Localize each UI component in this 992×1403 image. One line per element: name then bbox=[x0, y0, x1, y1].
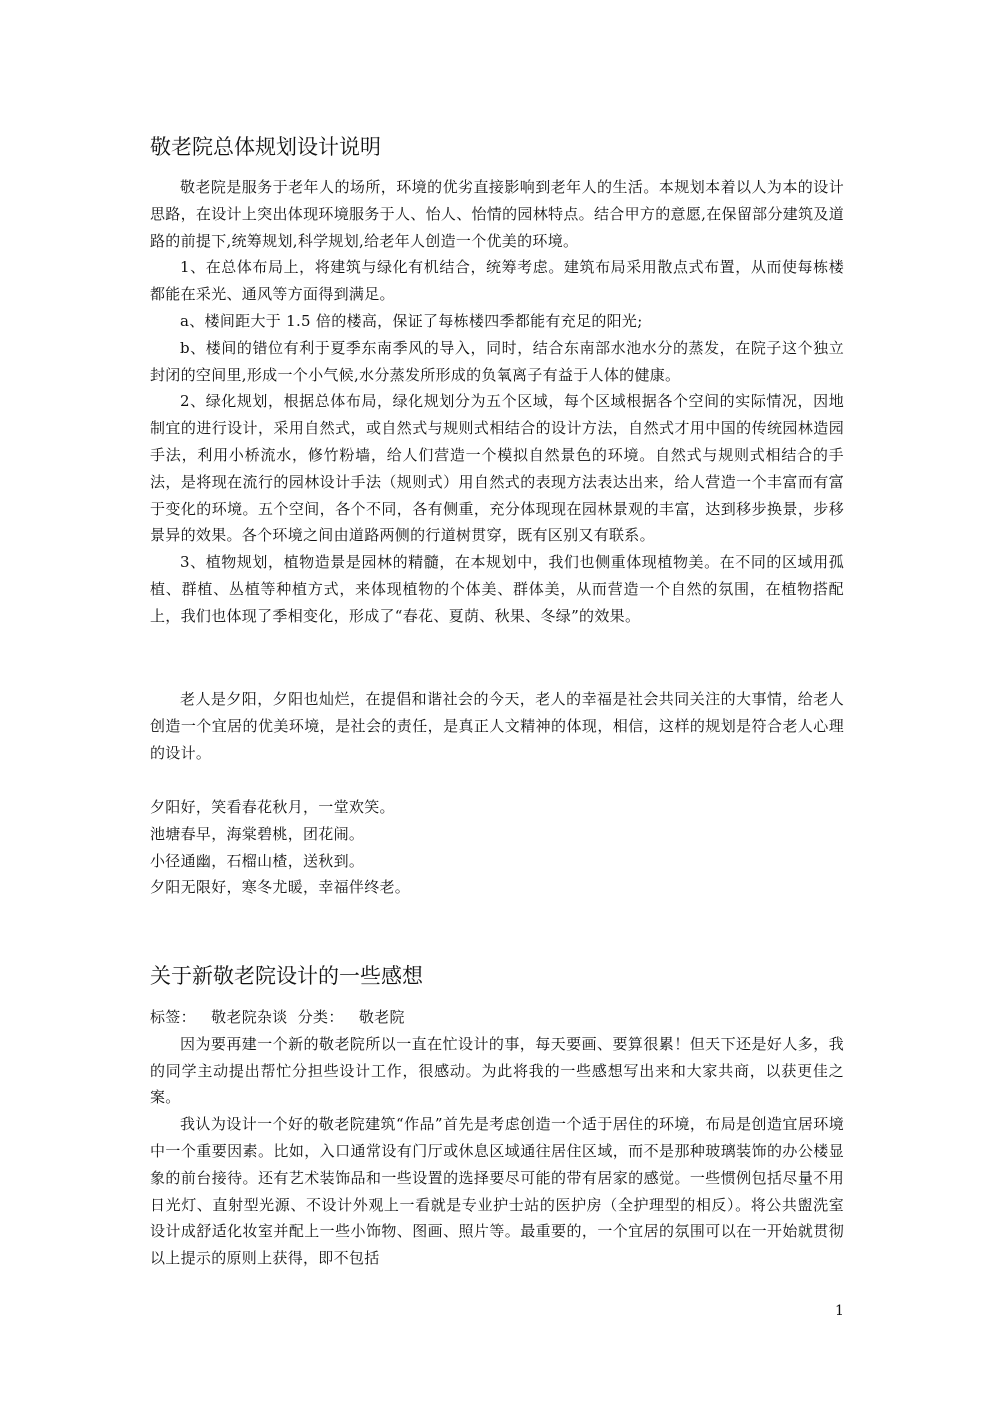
section1-closing bbox=[150, 686, 844, 766]
page-number: 1 bbox=[835, 1303, 844, 1319]
section1-title: 敬老院总体规划设计说明 bbox=[150, 135, 381, 159]
tags-line: 标签： 敬老院杂谈 分类： 敬老院 bbox=[150, 1008, 405, 1026]
section1-paragraph: b、楼间的错位有利于夏季东南季风的导入，同时，结合东南部水池水分的蒸发，在院子这个独立封闭的空间里,形成一个小气候,水分蒸发所形成的负氧离子有益于人体的健康。 bbox=[150, 338, 844, 384]
poem bbox=[150, 794, 844, 901]
section1-body bbox=[150, 174, 844, 630]
poem-line: 夕阳无限好，寒冬尤暖，幸福伴终老。 bbox=[150, 878, 411, 897]
poem-line: 池塘春早，海棠碧桃，团花闹。 bbox=[150, 824, 365, 843]
section1-paragraph: 敬老院是服务于老年人的场所，环境的优劣直接影响到老年人的生活。本规划本着以人为本的设计思路，在设计上突出体现环境服务于人、怡人、怡情的园林特点。结合甲方的意愿,在保留部分建筑及道路的前提下,统筹规划,科学规划,给老年人创造一个优美的环境。 bbox=[150, 178, 844, 250]
poem-line: 夕阳好，笑看春花秋月，一堂欢笑。 bbox=[150, 798, 395, 816]
section2-paragraph: 因为要再建一个新的敬老院所以一直在忙设计的事，每天要画、要算很累！但天下还是好人多，我的同学主动提出帮忙分担些设计工作，很感动。为此将我的一些感想写出来和大家共商，以获更佳之案。 bbox=[150, 1034, 844, 1107]
section1-paragraph: a、楼间距大于 1.5 倍的楼高，保证了每栋楼四季都能有充足的阳光; bbox=[180, 311, 643, 330]
closing-paragraph: 老人是夕阳，夕阳也灿烂，在提倡和谐社会的今天，老人的幸福是社会共同关注的大事情，给老人创造一个宜居的优美环境，是社会的责任，是真正人文精神的体现，相信，这样的规划是符合老人心理的设计。 bbox=[150, 690, 844, 762]
section2-body bbox=[150, 1004, 844, 1272]
section2-paragraph: 我认为设计一个好的敬老院建筑“作品”首先是考虑创造一个适于居住的环境，布局是创造宜居环境中一个重要因素。比如，入口通常设有门厅或休息区域通往居住区域，而不是那种玻璃装饰的办公楼显象的前台接待。还有艺术装饰品和一些设置的选择要尽可能的带有居家的感觉。一些惯例包括尽量不用日光灯、直射型光源、不设计外观上一看就是专业护士站的医护房（全护理型的相反）。将公共盥洗室设计成舒适化妆室并配上一些小饰物、图画、照片等。最重要的，一个宜居的氛围可以在一开始就贯彻以上提示的原则上获得，即不包括 bbox=[150, 1115, 844, 1268]
section1-paragraph: 2、绿化规划，根据总体布局，绿化规划分为五个区域，每个区域根据各个空间的实际情况，因地制宜的进行设计，采用自然式，或自然式与规则式相结合的设计方法，自然式才用中国的传统园林造园手法，利用小桥流水，修竹粉墙，给人们营造一个模拟自然景色的环境。自然式与规则式相结合的手法，是将现在流行的园林设计手法（规则式）用自然式的表现方法表达出来，给人营造一个丰富而有富于变化的环境。五个空间，各个不同，各有侧重，充分体现现在园林景观的丰富，达到移步换景，步移景异的效果。各个环境之间由道路两侧的行道树贯穿，既有区别又有联系。 bbox=[150, 392, 844, 545]
section2-title: 关于新敬老院设计的一些感想 bbox=[150, 964, 423, 988]
section1-paragraph: 1、在总体布局上，将建筑与绿化有机结合，统筹考虑。建筑布局采用散点式布置，从而使每栋楼都能在采光、通风等方面得到满足。 bbox=[150, 258, 844, 304]
poem-line: 小径通幽，石榴山楂，送秋到。 bbox=[150, 851, 365, 870]
section1-paragraph: 3、植物规划，植物造景是园林的精髓，在本规划中，我们也侧重体现植物美。在不同的区域用孤植、群植、丛植等种植方式，来体现植物的个体美、群体美，从而营造一个自然的氛围，在植物搭配上，我们也体现了季相变化，形成了“春花、夏荫、秋果、冬绿”的效果。 bbox=[150, 553, 844, 625]
